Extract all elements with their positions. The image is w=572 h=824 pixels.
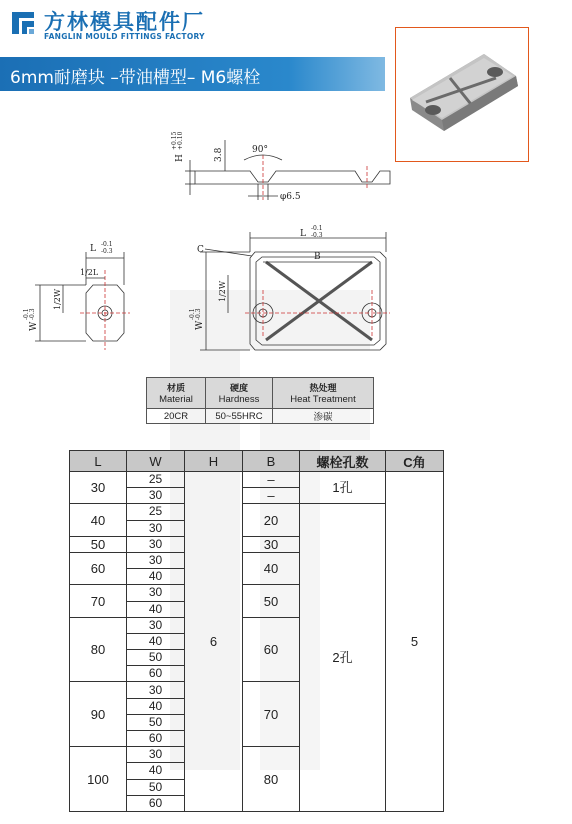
l-cell: 40 <box>70 504 127 536</box>
square-l-tol-top: -0.1 <box>101 241 113 248</box>
square-l-label: L <box>90 244 96 254</box>
h-dim-label: H <box>175 154 185 162</box>
bolt-holes-cell: 1孔 <box>300 472 386 504</box>
material-header-row <box>147 378 374 409</box>
w-cell: 60 <box>127 666 185 682</box>
brand-name-english: FANGLIN MOULD FITTINGS FACTORY <box>44 32 205 41</box>
w-cell: 40 <box>127 633 185 649</box>
material-data-row <box>147 409 374 424</box>
w-cell: 40 <box>127 569 185 585</box>
plate-w-tol-top: -0.1 <box>189 308 196 320</box>
b-cell: – <box>243 488 300 504</box>
l-cell: 30 <box>70 472 127 504</box>
w-cell: 25 <box>127 472 185 488</box>
heat-treatment-value: 渗碳 <box>273 409 374 424</box>
b-cell: 20 <box>243 504 300 536</box>
b-cell: – <box>243 472 300 488</box>
w-cell: 40 <box>127 601 185 617</box>
plate-l-label: L <box>300 229 306 239</box>
size-table <box>69 450 444 812</box>
col-b-header: B <box>243 451 300 472</box>
w-cell: 30 <box>127 585 185 601</box>
plate-l-tol-bot: -0.3 <box>311 232 323 239</box>
plate-w-tol-bot: -0.3 <box>195 308 202 320</box>
plate-half-w-label: 1/2W <box>218 280 227 302</box>
col-c-angle-header: C角 <box>386 451 444 472</box>
w-cell: 40 <box>127 763 185 779</box>
b-cell: 30 <box>243 536 300 552</box>
h-cell: 6 <box>185 472 243 812</box>
hardness-value: 50~55HRC <box>206 409 273 424</box>
w-cell: 30 <box>127 617 185 633</box>
h-tol-top: +0.15 <box>171 131 178 150</box>
b-cell: 60 <box>243 617 300 682</box>
technical-drawings <box>0 0 572 380</box>
w-cell: 40 <box>127 698 185 714</box>
square-l-tol-bot: -0.3 <box>101 248 113 255</box>
hole-diameter-label: φ6.5 <box>280 192 301 202</box>
w-cell: 30 <box>127 536 185 552</box>
square-w-tol-bot: -0.3 <box>29 308 36 320</box>
square-half-w-label: 1/2W <box>53 288 62 310</box>
table-row <box>70 472 444 488</box>
w-cell: 50 <box>127 779 185 795</box>
heat-treatment-header: 热处理 Heat Treatment <box>273 378 374 409</box>
l-cell: 100 <box>70 747 127 812</box>
square-w-tol-top: -0.1 <box>23 308 30 320</box>
bolt-holes-cell: 2孔 <box>300 504 386 812</box>
product-title: 6mm耐磨块 –带油槽型– M6螺栓 <box>10 68 261 88</box>
h-tol-bot: +0.10 <box>177 131 184 150</box>
w-cell: 60 <box>127 795 185 811</box>
col-bolt-holes-header: 螺栓孔数 <box>300 451 386 472</box>
b-cell: 50 <box>243 585 300 617</box>
col-w-header: W <box>127 451 185 472</box>
l-cell: 90 <box>70 682 127 747</box>
plate-w-label: W <box>195 320 205 330</box>
l-cell: 80 <box>70 617 127 682</box>
depth-label: 3.8 <box>214 147 224 162</box>
w-cell: 30 <box>127 747 185 763</box>
col-l-header: L <box>70 451 127 472</box>
chamfer-c-label: C <box>197 245 204 255</box>
w-cell: 30 <box>127 682 185 698</box>
w-cell: 30 <box>127 552 185 568</box>
angle-label: 90° <box>252 145 268 155</box>
c-angle-cell: 5 <box>386 472 444 812</box>
hardness-header: 硬度 Hardness <box>206 378 273 409</box>
l-cell: 60 <box>70 552 127 584</box>
size-header-row <box>70 451 444 472</box>
b-cell: 70 <box>243 682 300 747</box>
b-cell: 40 <box>243 552 300 584</box>
material-table <box>146 377 374 424</box>
b-cell: 80 <box>243 747 300 812</box>
material-value: 20CR <box>147 409 206 424</box>
half-l-label: 1/2L <box>80 268 99 277</box>
w-cell: 30 <box>127 488 185 504</box>
square-w-label: W <box>29 321 39 331</box>
w-cell: 25 <box>127 504 185 520</box>
plate-l-tol-top: -0.1 <box>311 225 323 232</box>
w-cell: 50 <box>127 650 185 666</box>
plate-b-label: B <box>314 252 321 262</box>
w-cell: 60 <box>127 731 185 747</box>
l-cell: 50 <box>70 536 127 552</box>
w-cell: 50 <box>127 714 185 730</box>
w-cell: 30 <box>127 520 185 536</box>
col-h-header: H <box>185 451 243 472</box>
l-cell: 70 <box>70 585 127 617</box>
material-header: 材质 Material <box>147 378 206 409</box>
brand-name: 方林模具配件厂 <box>44 10 205 34</box>
